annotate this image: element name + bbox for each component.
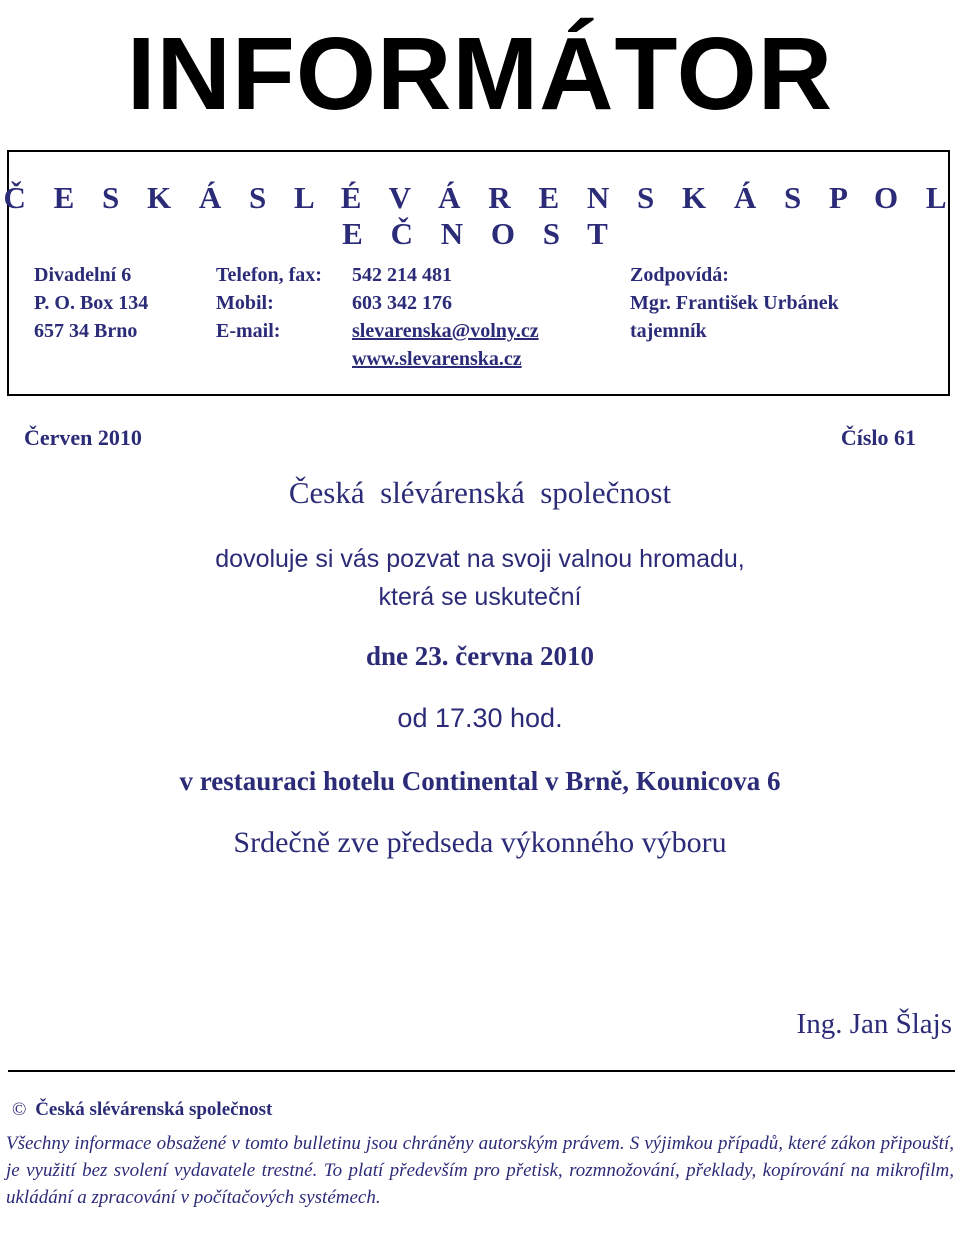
contact-labels <box>216 261 322 345</box>
issue-number: Číslo 61 <box>840 425 916 450</box>
invitation-text <box>0 540 960 616</box>
signature: Ing. Jan Šlajs <box>796 1008 952 1040</box>
contact-values <box>352 261 539 373</box>
address-column <box>34 261 148 345</box>
mobile-value: 603 342 176 <box>352 292 452 314</box>
email-label: E-mail: <box>216 320 281 342</box>
copyright-line <box>12 1099 272 1121</box>
meeting-date: dne 23. června 2010 <box>366 641 594 671</box>
invitation-society: Česká slévárenská společnost <box>288 475 672 510</box>
responsible-column <box>630 261 839 345</box>
copyright-notice: Všechny informace obsažené v tomto bulletinu jsou chráněny autorským právem. S výjimkou případů, které zákon připouští, je využití bez svolení vydavatele trestné. To platí především pro přetisk, rozmnožování, překlady, kopírování na mikrofilm, ukládání a zpracování v počítačových systémech. <box>6 1133 954 1208</box>
city: 657 34 Brno <box>34 320 138 342</box>
responsible-label: Zodpovídá: <box>630 264 729 286</box>
invitation-line-1: dovoluje si vás pozvat na svoji valnou hromadu, <box>215 545 745 573</box>
website-link[interactable]: www.slevarenska.cz <box>352 348 522 370</box>
street-address: Divadelní 6 <box>34 264 132 286</box>
meeting-time: od 17.30 hod. <box>397 703 563 733</box>
invitation-line-2: která se uskuteční <box>378 583 582 611</box>
responsible-name: Mgr. František Urbánek <box>630 292 839 314</box>
invitation-closing: Srdečně zve předseda výkonného výboru <box>233 826 727 859</box>
page-title: INFORMÁTOR <box>126 16 834 131</box>
responsible-role: tajemník <box>630 320 707 342</box>
phone-value: 542 214 481 <box>352 264 452 286</box>
society-name-spaced: Č E S K Á S L É V Á R E N S K Á S P O L E Č N O S T <box>3 180 957 251</box>
meeting-place: v restauraci hotelu Continental v Brně, Kounicova 6 <box>179 766 781 796</box>
copyright-owner: Česká slévárenská společnost <box>35 1099 273 1120</box>
issue-date: Červen 2010 <box>24 425 142 450</box>
copyright-icon: © <box>12 1099 27 1120</box>
mobile-label: Mobil: <box>216 292 274 314</box>
email-link[interactable]: slevarenska@volny.cz <box>352 320 539 342</box>
footer-divider <box>8 1070 955 1072</box>
phone-label: Telefon, fax: <box>216 264 322 286</box>
po-box: P. O. Box 134 <box>34 292 149 314</box>
